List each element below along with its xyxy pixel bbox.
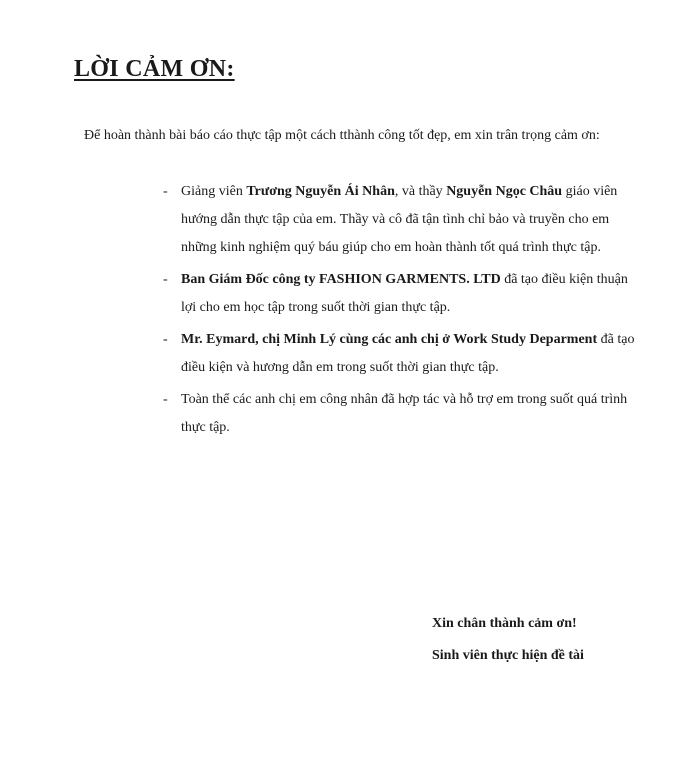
list-item xyxy=(163,386,643,442)
closing-block xyxy=(432,608,584,672)
intro-paragraph: Để hoàn thành bài báo cáo thực tập một cách tthành công tốt đẹp, em xin trân trọng cảm ơn: xyxy=(84,128,600,143)
list-item xyxy=(163,326,643,382)
bullet-dash: - xyxy=(163,184,168,199)
text-run: , và thầy xyxy=(394,184,447,199)
bold-text-run: Mr. Eymard, chị Minh Lý cùng các anh chị ở Work Study Deparment xyxy=(181,332,598,347)
list-item xyxy=(163,266,643,322)
text-run: Toàn thể các anh chị em công nhân đã hợp tác và hỗ trợ em trong suốt quá trình thực tập. xyxy=(181,392,628,435)
bold-text-run: Nguyễn Ngọc Châu xyxy=(446,184,563,199)
page-title: LỜI CẢM ƠN: xyxy=(74,56,235,82)
list-item-text xyxy=(181,184,617,255)
acknowledgement-list xyxy=(163,178,643,446)
text-run: giáo viên hướng dẫn thực tập của em. Thầy và cô đã tận tình chỉ bảo và truyền cho em những kinh nghiệm quý báu giúp cho em hoàn thành tốt quá trình thực tập. xyxy=(181,184,618,255)
list-item-text xyxy=(181,272,628,315)
closing-thanks: Xin chân thành cảm ơn! xyxy=(432,616,577,631)
bullet-dash: - xyxy=(163,332,168,347)
bullet-dash: - xyxy=(163,272,168,287)
closing-signature: Sinh viên thực hiện đề tài xyxy=(432,648,584,663)
text-run: Giảng viên xyxy=(181,184,247,199)
list-item xyxy=(163,178,643,262)
text-run: đã tạo điều kiện thuận lợi cho em học tập trong suốt thời gian thực tập. xyxy=(181,272,628,315)
bold-text-run: Trương Nguyễn Ái Nhân xyxy=(246,184,395,199)
bullet-dash: - xyxy=(163,392,168,407)
list-item-text xyxy=(181,392,627,435)
bold-text-run: Ban Giám Đốc công ty FASHION GARMENTS. LTD xyxy=(181,272,501,287)
list-item-text xyxy=(181,332,634,375)
text-run: đã tạo điều kiện và hương dẫn em trong suốt thời gian thực tập. xyxy=(181,332,635,375)
